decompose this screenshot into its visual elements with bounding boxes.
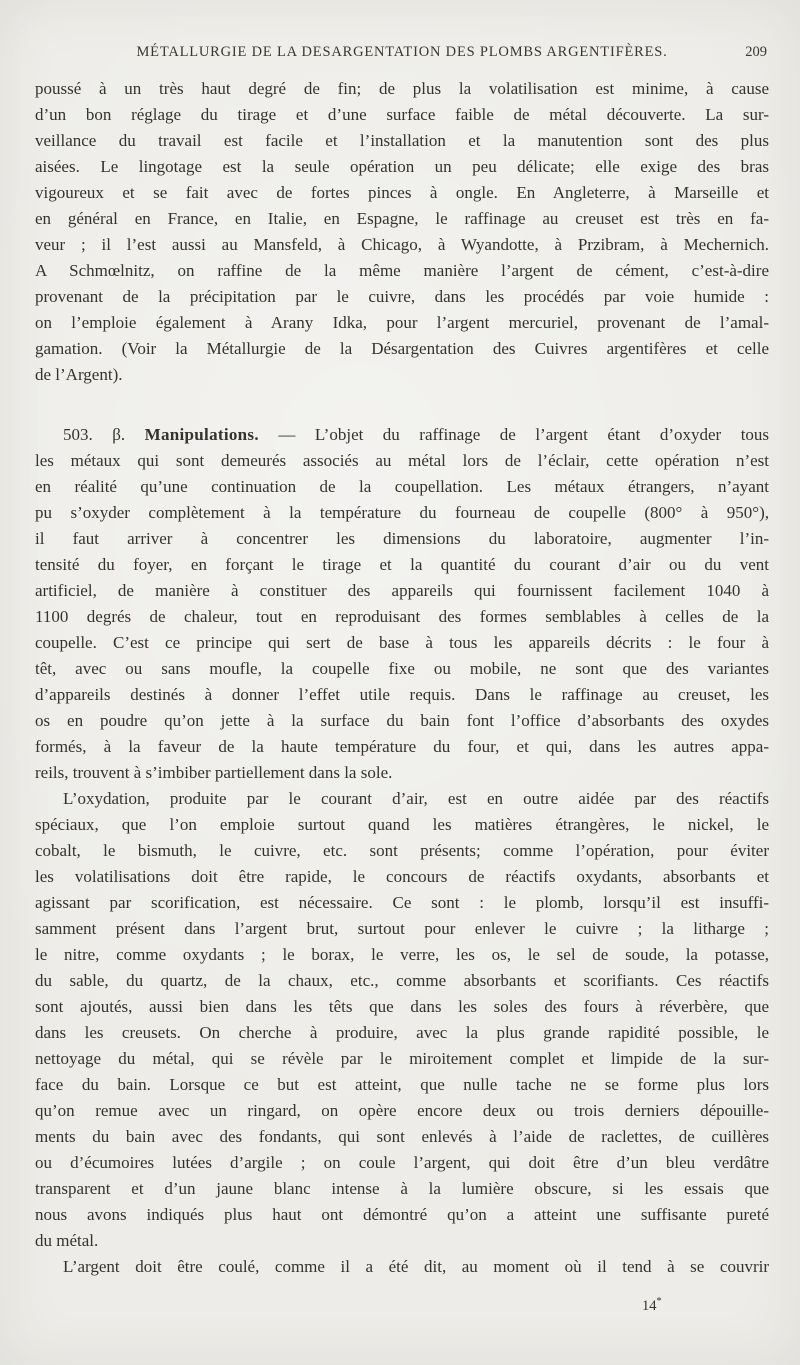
text-line: têt, avec ou sans moufle, la coupelle fixe ou mobile, ne sont que des variantes <box>35 659 769 678</box>
page-title: MÉTALLURGIE DE LA DESARGENTATION DES PLOMBS ARGENTIFÈRES. <box>136 44 668 60</box>
text-line: qu’on remue avec un ringard, on opère encore deux ou trois derniers dépouille- <box>35 1101 769 1120</box>
text-line: nous avons indiqués plus haut ont démontré qu’on a atteint une suffisante pureté <box>35 1205 769 1224</box>
text-line: vigoureux et se fait avec de fortes pinces à ongle. En Angleterre, à Marseille et <box>35 183 769 202</box>
text-line: spéciaux, que l’on emploie surtout quand les matières étrangères, le nickel, le <box>35 815 769 834</box>
text-line: gamation. (Voir la Métallurgie de la Désargentation des Cuivres argentifères et celle <box>35 339 769 358</box>
text-line: aisées. Le lingotage est la seule opération un peu délicate; elle exige des bras <box>35 157 769 176</box>
text-line: les volatilisations doit être rapide, le concours de réactifs oxydants, absorbants et <box>35 867 769 886</box>
text-line: en réalité qu’une continuation de la coupellation. Les métaux étrangers, n’ayant <box>35 477 769 496</box>
text-line: tensité du foyer, en forçant le tirage et la quantité du courant d’air ou du vent <box>35 555 769 574</box>
text-line: os en poudre qu’on jette à la surface du bain font l’office d’absorbants des oxydes <box>35 711 769 730</box>
text-line: ments du bain avec des fondants, qui sont enlevés à l’aide de raclettes, de cuillères <box>35 1127 769 1146</box>
signature-star: * <box>656 1296 662 1308</box>
running-header <box>35 44 769 64</box>
text-line: 1100 degrés de chaleur, tout en reproduisant des formes semblables à celles de la <box>35 607 769 626</box>
text-line: poussé à un très haut degré de fin; de plus la volatilisation est minime, à cause <box>35 79 769 98</box>
signature-number: 14 <box>642 1298 657 1314</box>
section-title: Manipulations. <box>144 425 259 444</box>
text-line: les métaux qui sont demeurés associés au métal lors de l’éclair, cette opération n’est <box>35 451 769 470</box>
text-line: A Schmœlnitz, on raffine de la même manière l’argent de cément, c’est-à-dire <box>35 261 769 280</box>
text-line: coupelle. C’est ce principe qui sert de base à tous les appareils décrits : le four à <box>35 633 769 652</box>
text-line: du métal. <box>35 1231 99 1250</box>
text-line: face du bain. Lorsque ce but est atteint, que nulle tache ne se forme plus lors <box>35 1075 769 1094</box>
text-line: artificiel, de manière à constituer des appareils qui fournissent facilement 1040 à <box>35 581 769 600</box>
text-line: d’un bon réglage du tirage et d’une surface faible de métal découverte. La sur- <box>35 105 769 124</box>
text-line: veur ; il l’est aussi au Mansfeld, à Chicago, à Wyandotte, à Przibram, à Mechernich. <box>35 235 769 254</box>
text-line: nettoyage du métal, qui se révèle par le miroitement complet et limpide de la sur- <box>35 1049 769 1068</box>
text-line: samment présent dans l’argent brut, surtout pour enlever le cuivre ; la litharge ; <box>35 919 769 938</box>
page-number: 209 <box>745 44 767 60</box>
section-number: 503. <box>63 425 93 444</box>
text-line: il faut arriver à concentrer les dimensions du laboratoire, augmenter l’in- <box>35 529 769 548</box>
text-line: de l’Argent). <box>35 365 123 384</box>
section-lead: L’objet du raffinage de l’argent étant d’oxyder tous <box>314 425 770 444</box>
text-line: transparent et d’un jaune blanc intense à la lumière obscure, si les essais que <box>35 1179 769 1198</box>
section-beta: β. <box>112 425 126 444</box>
paragraph-continuation <box>35 76 769 388</box>
text-block <box>35 76 769 1280</box>
paragraph-manipulations <box>35 422 769 786</box>
section-dash: — <box>278 425 296 444</box>
signature-mark <box>642 1296 662 1315</box>
text-line: ou d’écumoires lutées d’argile ; on coule l’argent, qui doit être d’un bleu verdâtre <box>35 1153 769 1172</box>
text-line: dans les creusets. On cherche à produire, avec la plus grande rapidité possible, le <box>35 1023 769 1042</box>
paragraph-argent-coule <box>35 1254 769 1280</box>
text-line: sont ajoutés, aussi bien dans les têts que dans les soles des fours à réverbère, que <box>35 997 769 1016</box>
text-line: on l’emploie également à Arany Idka, pour l’argent mercuriel, provenant de l’amal- <box>35 313 769 332</box>
text-line: en général en France, en Italie, en Espagne, le raffinage au creuset est très en fa- <box>35 209 769 228</box>
text-line: cobalt, le bismuth, le cuivre, etc. sont présents; comme l’opération, pour éviter <box>35 841 769 860</box>
text-line: agissant par scorification, est nécessaire. Ce sont : le plomb, lorsqu’il est insuffi- <box>35 893 769 912</box>
text-line: L’argent doit être coulé, comme il a été dit, au moment où il tend à se couvrir <box>63 1257 769 1276</box>
paragraph-oxydation <box>35 786 769 1254</box>
text-line: provenant de la précipitation par le cuivre, dans les procédés par voie humide : <box>35 287 769 306</box>
text-line: formés, à la faveur de la haute température du four, et qui, dans les autres appa- <box>35 737 769 756</box>
text-line: du sable, du quartz, de la chaux, etc., comme absorbants et scorifiants. Ces réactifs <box>35 971 769 990</box>
text-line: L’oxydation, produite par le courant d’air, est en outre aidée par des réactifs <box>63 789 769 808</box>
text-line: d’appareils destinés à donner l’effet utile requis. Dans le raffinage au creuset, les <box>35 685 769 704</box>
text-line: le nitre, comme oxydants ; le borax, le verre, les os, le sel de soude, la potasse, <box>35 945 769 964</box>
section-heading-line <box>35 422 769 448</box>
text-line: pu s’oxyder complètement à la température du fourneau de coupelle (800° à 950°), <box>35 503 769 522</box>
text-line: veillance du travail est facile et l’installation et la manutention sont des plus <box>35 131 769 150</box>
text-line: reils, trouvent à s’imbiber partiellement dans la sole. <box>35 763 393 782</box>
